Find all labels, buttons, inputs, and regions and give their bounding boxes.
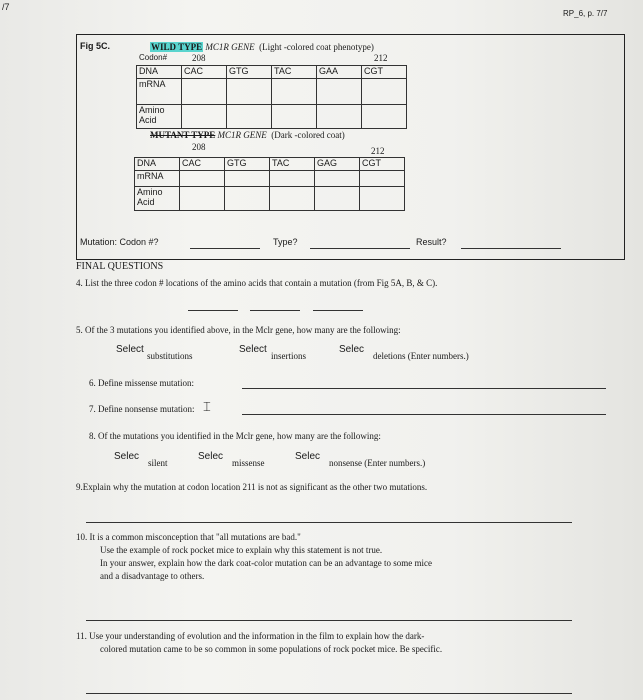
result-answer-line[interactable] xyxy=(461,248,561,249)
question-11-line-2: colored mutation came to be so common in some populations of rock pocket mice. Be specific. xyxy=(100,644,443,654)
q7-answer-line[interactable] xyxy=(242,414,606,415)
codon-label: Codon# xyxy=(139,53,168,62)
dna-codon-cell: GTG xyxy=(227,66,272,79)
acid-label: Acid xyxy=(137,197,155,207)
mrna-answer-cell[interactable] xyxy=(227,79,272,105)
question-10-line-2: Use the example of rock pocket mice to explain why this statement is not true. xyxy=(100,545,383,555)
final-questions-title: FINAL QUESTIONS xyxy=(76,261,164,272)
question-7: 7. Define nonsense mutation: xyxy=(89,404,195,414)
mrna-answer-cell[interactable] xyxy=(182,79,227,105)
q8-silent-label: silent xyxy=(148,458,168,468)
dna-codon-cell: GTG xyxy=(225,158,270,171)
mutation-result-label: Result? xyxy=(416,237,447,247)
amino-answer-cell[interactable] xyxy=(315,187,360,211)
q4-answer-line-2[interactable] xyxy=(250,310,300,311)
q5-insertions-select[interactable]: Select xyxy=(239,344,267,355)
dna-codon-cell: CGT xyxy=(362,66,407,79)
q8-silent-select[interactable]: Selec xyxy=(114,451,140,462)
dna-codon-cell: CGT xyxy=(360,158,405,171)
mutant-gene-name: MC1R GENE xyxy=(217,130,267,140)
wild-type-heading xyxy=(150,42,374,52)
question-6: 6. Define missense mutation: xyxy=(89,378,194,388)
figure-label: Fig 5C. xyxy=(80,41,111,51)
amino-answer-cell[interactable] xyxy=(317,105,362,129)
q6-answer-line[interactable] xyxy=(242,388,606,389)
mrna-answer-cell[interactable] xyxy=(362,79,407,105)
mutant-type-table xyxy=(134,157,405,211)
amino-label: Amino xyxy=(137,187,163,197)
mutant-phenotype: (Dark -colored coat) xyxy=(271,130,345,140)
question-10-line-3: In your answer, explain how the dark coat-color mutation can be an advantage to some mice xyxy=(100,558,433,568)
q5-deletions-label: deletions (Enter numbers.) xyxy=(373,351,469,361)
dna-codon-cell: TAC xyxy=(272,66,317,79)
wild-type-table xyxy=(136,65,407,129)
q8-missense-label: missense xyxy=(232,458,265,468)
amino-label: Amino xyxy=(139,105,165,115)
mrna-answer-cell[interactable] xyxy=(317,79,362,105)
question-4: 4. List the three codon # locations of the amino acids that contain a mutation (from Fig 5A, B, & C). xyxy=(76,278,438,288)
dna-codon-cell: GAG xyxy=(315,158,360,171)
amino-row-label xyxy=(137,105,182,129)
amino-answer-cell[interactable] xyxy=(272,105,317,129)
dna-codon-cell: GAA xyxy=(317,66,362,79)
dna-codon-cell: CAC xyxy=(180,158,225,171)
q10-answer-line[interactable] xyxy=(86,620,572,621)
dna-row-label: DNA xyxy=(137,66,182,79)
q9-answer-line[interactable] xyxy=(86,522,572,523)
q11-answer-line[interactable] xyxy=(86,693,572,694)
dna-codon-cell: TAC xyxy=(270,158,315,171)
q4-answer-line-1[interactable] xyxy=(188,310,238,311)
dna-codon-cell: CAC xyxy=(182,66,227,79)
mrna-answer-cell[interactable] xyxy=(272,79,317,105)
wild-mrna-row xyxy=(137,79,407,105)
amino-answer-cell[interactable] xyxy=(180,187,225,211)
mutation-type-label: Type? xyxy=(273,237,298,247)
codon-answer-line[interactable] xyxy=(190,248,260,249)
q5-substitutions-select[interactable]: Select xyxy=(116,344,144,355)
mrna-answer-cell[interactable] xyxy=(270,171,315,187)
codon-212-label: 212 xyxy=(374,53,388,63)
text-cursor-icon: ⌶ xyxy=(203,400,211,415)
question-9: 9.Explain why the mutation at codon location 211 is not as significant as the other two mutations. xyxy=(76,482,428,492)
mrna-answer-cell[interactable] xyxy=(180,171,225,187)
q4-answer-line-3[interactable] xyxy=(313,310,363,311)
wild-amino-row xyxy=(137,105,407,129)
question-10-line-1: 10. It is a common misconception that "all mutations are bad." xyxy=(76,532,301,542)
mutant-amino-row xyxy=(135,187,405,211)
question-10-line-4: and a disadvantage to others. xyxy=(100,571,205,581)
q8-nonsense-label: nonsense (Enter numbers.) xyxy=(329,458,426,468)
type-answer-line[interactable] xyxy=(310,248,410,249)
dna-row-label: DNA xyxy=(135,158,180,171)
wild-phenotype: (Light -colored coat phenotype) xyxy=(259,42,374,52)
mrna-answer-cell[interactable] xyxy=(360,171,405,187)
codon-208-label: 208 xyxy=(192,53,206,63)
mrna-answer-cell[interactable] xyxy=(225,171,270,187)
amino-answer-cell[interactable] xyxy=(270,187,315,211)
mutation-codon-label: Mutation: Codon #? xyxy=(80,237,159,247)
amino-row-label xyxy=(135,187,180,211)
amino-answer-cell[interactable] xyxy=(182,105,227,129)
question-5: 5. Of the 3 mutations you identified above, in the Mclr gene, how many are the following: xyxy=(76,325,401,335)
q5-substitutions-label: substitutions xyxy=(147,351,193,361)
q5-deletions-select[interactable]: Selec xyxy=(339,344,365,355)
wild-gene-name: MC1R GENE xyxy=(205,42,255,52)
q5-insertions-label: insertions xyxy=(271,351,306,361)
mutant-codon-208-label: 208 xyxy=(192,142,206,152)
mutant-type-heading xyxy=(150,130,345,140)
page-reference: RP_6, p. 7/7 xyxy=(563,9,608,18)
mrna-row-label: mRNA xyxy=(137,79,182,105)
mrna-row-label: mRNA xyxy=(135,171,180,187)
mutant-codon-212-label: 212 xyxy=(371,146,385,156)
mutant-dna-row xyxy=(135,158,405,171)
corner-mark: /7 xyxy=(2,2,10,12)
amino-answer-cell[interactable] xyxy=(225,187,270,211)
question-11-line-1: 11. Use your understanding of evolution and the information in the film to explain how the dark- xyxy=(76,631,425,641)
wild-dna-row xyxy=(137,66,407,79)
amino-answer-cell[interactable] xyxy=(360,187,405,211)
question-8: 8. Of the mutations you identified in the Mclr gene, how many are the following: xyxy=(89,431,381,441)
mrna-answer-cell[interactable] xyxy=(315,171,360,187)
wild-type-highlight: WILD TYPE xyxy=(151,42,203,52)
mutant-mrna-row xyxy=(135,171,405,187)
q8-missense-select[interactable]: Selec xyxy=(198,451,224,462)
amino-answer-cell[interactable] xyxy=(227,105,272,129)
q8-nonsense-select[interactable]: Selec xyxy=(295,451,321,462)
acid-label: Acid xyxy=(139,115,157,125)
amino-answer-cell[interactable] xyxy=(362,105,407,129)
mutant-type-label: MUTANT TYPE xyxy=(150,130,216,140)
